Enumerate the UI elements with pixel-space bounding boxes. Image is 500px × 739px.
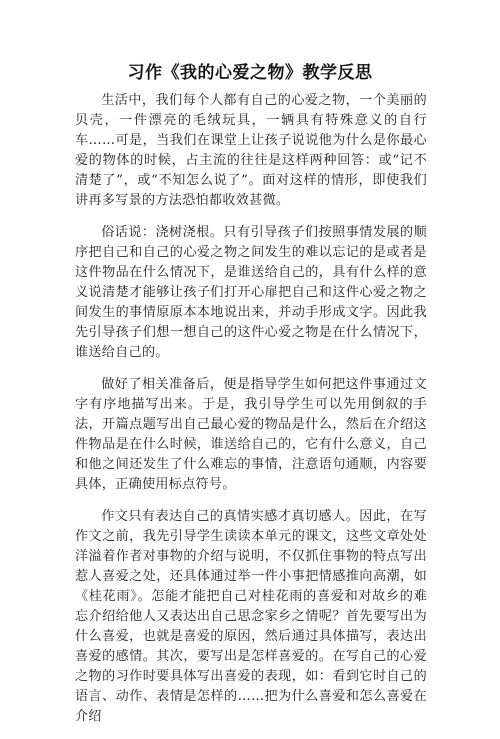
paragraph-4: 作文只有表达自己的真情实感才真切感人。因此，在写作文之前，我先引导学生读读本单元的课文，这些文章处处洋溢着作者对事物的介绍与说明，不仅抓住事物的特点写出惹人喜爱之处，还具体通过举一件小事把情感推向高潮，如《桂花雨》。怎能才能把自己对桂花雨的喜爱和对故乡的难忘介绍给他人又表达出自己思念家乡之情呢？首先要写出为什么喜爱，也就是喜爱的原因，然后通过具体描写，表达出喜爱的感情。其次，要写出是怎样喜爱的。在写自己的心爱之物的习作时要具体写出喜爱的表现，如：看到它时自己的语言、动作、表情是怎样的……把为什么喜爱和怎么喜爱在介绍 xyxy=(75,509,427,724)
paragraph-1: 生活中，我们每个人都有自己的心爱之物，一个美丽的贝壳，一件漂亮的毛绒玩具，一辆具有特殊意义的自行车……可是，当我们在课堂上让孩子说说他为什么是你最心爱的物体的时候，占主流的往往是这样两种回答：或“记不清楚了”，或“不知怎么说了”。面对这样的情形，即使我们讲再多写景的方法恐怕都收效甚微。 xyxy=(75,93,427,208)
paragraph-3: 做好了相关准备后，便是指导学生如何把这件事通过文字有序地描写出来。于是，我引导学生可以先用倒叙的手法，开篇点题写出自己最心爱的物品是什么，然后在介绍这件物品是在什么时候，谁送给自己的，它有什么意义，自己和他之间还发生了什么难忘的事情，注意语句通顺，内容要具体，正确使用标点符号。 xyxy=(75,377,427,492)
document-title: 习作《我的心爱之物》教学反思 xyxy=(127,63,373,83)
paragraph-2: 俗话说：浇树浇根。只有引导孩子们按照事情发展的顺序把自己和自己的心爱之物之间发生的难以忘记的是或者是这件物品在什么情况下，是谁送给自己的，具有什么样的意义说清楚才能够让孩子们打开心扉把自己和这件心爱之物之间发生的事情原原本本地说出来，并动手形成文字。因此我先引导孩子们想一想自己的这件心爱之物是在什么情况下，谁送给自己的。 xyxy=(75,225,427,360)
document-body xyxy=(75,91,427,739)
